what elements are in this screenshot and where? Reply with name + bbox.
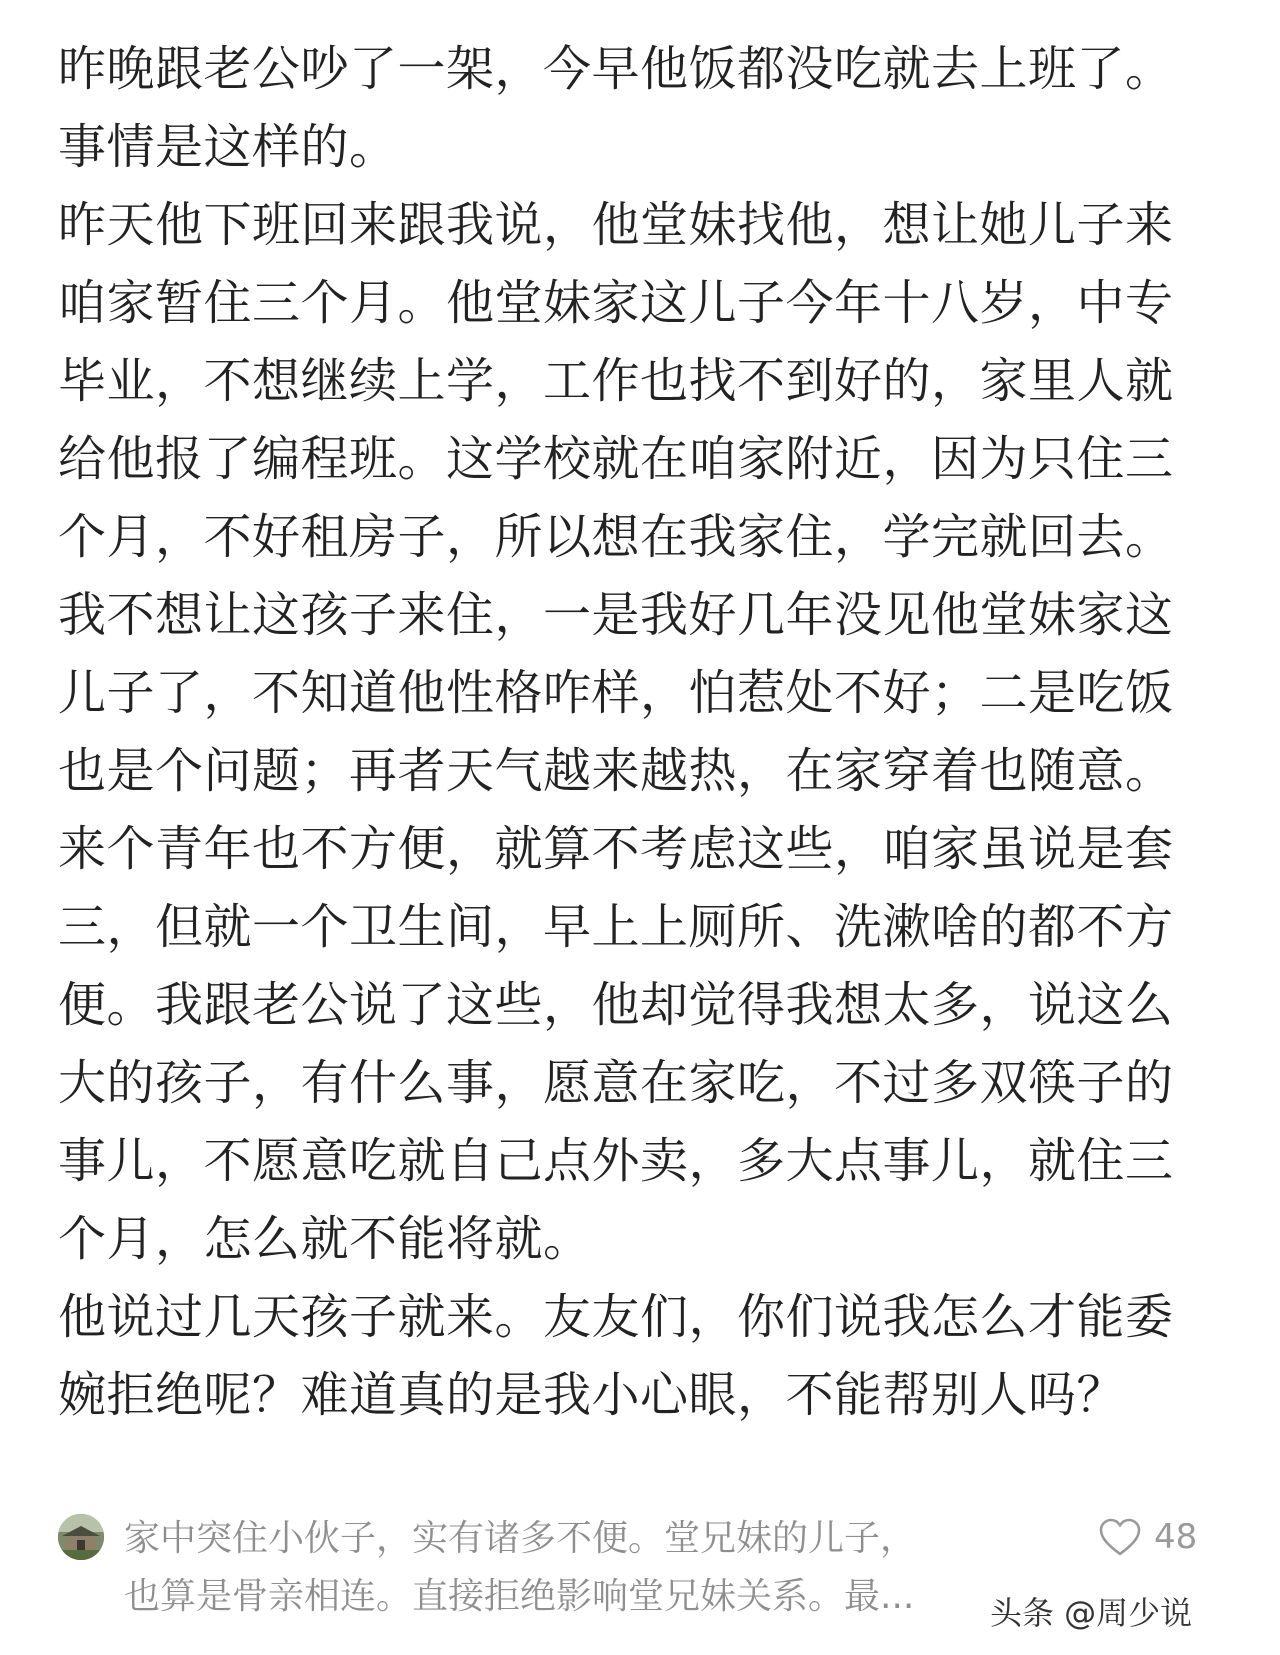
post-line: 事情是这样的。: [58, 119, 398, 175]
post-line: 咱家暂住三个月。他堂妹家这儿子今年十八岁，中专: [58, 275, 1174, 331]
post-body: [58, 30, 1228, 1434]
like-button[interactable]: [1098, 1514, 1197, 1560]
comment-line: 也算是骨亲相连。直接拒绝影响堂兄妹关系。最...: [124, 1576, 915, 1617]
post-line: 给他报了编程班。这学校就在咱家附近，因为只住三: [58, 431, 1174, 487]
post-line: 儿子了，不知道他性格咋样，怕惹处不好；二是吃饭: [58, 665, 1174, 721]
post-line: 昨晚跟老公吵了一架，今早他饭都没吃就去上班了。: [58, 41, 1174, 97]
avatar-photo-icon: [58, 1514, 104, 1560]
post-line: 个月，怎么就不能将就。: [58, 1211, 592, 1267]
post-line: 昨天他下班回来跟我说，他堂妹找他，想让她儿子来: [58, 197, 1174, 253]
post-line: 便。我跟老公说了这些，他却觉得我想太多，说这么: [58, 977, 1174, 1033]
like-count: 48: [1154, 1517, 1198, 1557]
watermark: 头条 @周少说: [990, 1594, 1193, 1632]
heart-outline-icon[interactable]: [1098, 1517, 1142, 1557]
post-line: 我不想让这孩子来住，一是我好几年没见他堂妹家这: [58, 587, 1174, 643]
post-line: 来个青年也不方便，就算不考虑这些，咱家虽说是套: [58, 821, 1174, 877]
comment-line: 家中突住小伙子，实有诸多不便。堂兄妹的儿子，: [124, 1518, 917, 1559]
commenter-avatar[interactable]: [58, 1514, 104, 1560]
post-line: 婉拒绝呢？难道真的是我小心眼，不能帮别人吗？: [58, 1367, 1126, 1423]
post-line: 三，但就一个卫生间，早上上厕所、洗漱啥的都不方: [58, 899, 1174, 955]
post-line: 毕业，不想继续上学，工作也找不到好的，家里人就: [58, 353, 1174, 409]
post-line: 个月，不好租房子，所以想在我家住，学完就回去。: [58, 509, 1174, 565]
post-line: 他说过几天孩子就来。友友们，你们说我怎么才能委: [58, 1289, 1174, 1345]
post-line: 大的孩子，有什么事，愿意在家吃，不过多双筷子的: [58, 1055, 1174, 1111]
post-line: 也是个问题；再者天气越来越热，在家穿着也随意。: [58, 743, 1174, 799]
post-line: 事儿，不愿意吃就自己点外卖，多大点事儿，就住三: [58, 1133, 1174, 1189]
comment-text: [124, 1510, 1024, 1626]
